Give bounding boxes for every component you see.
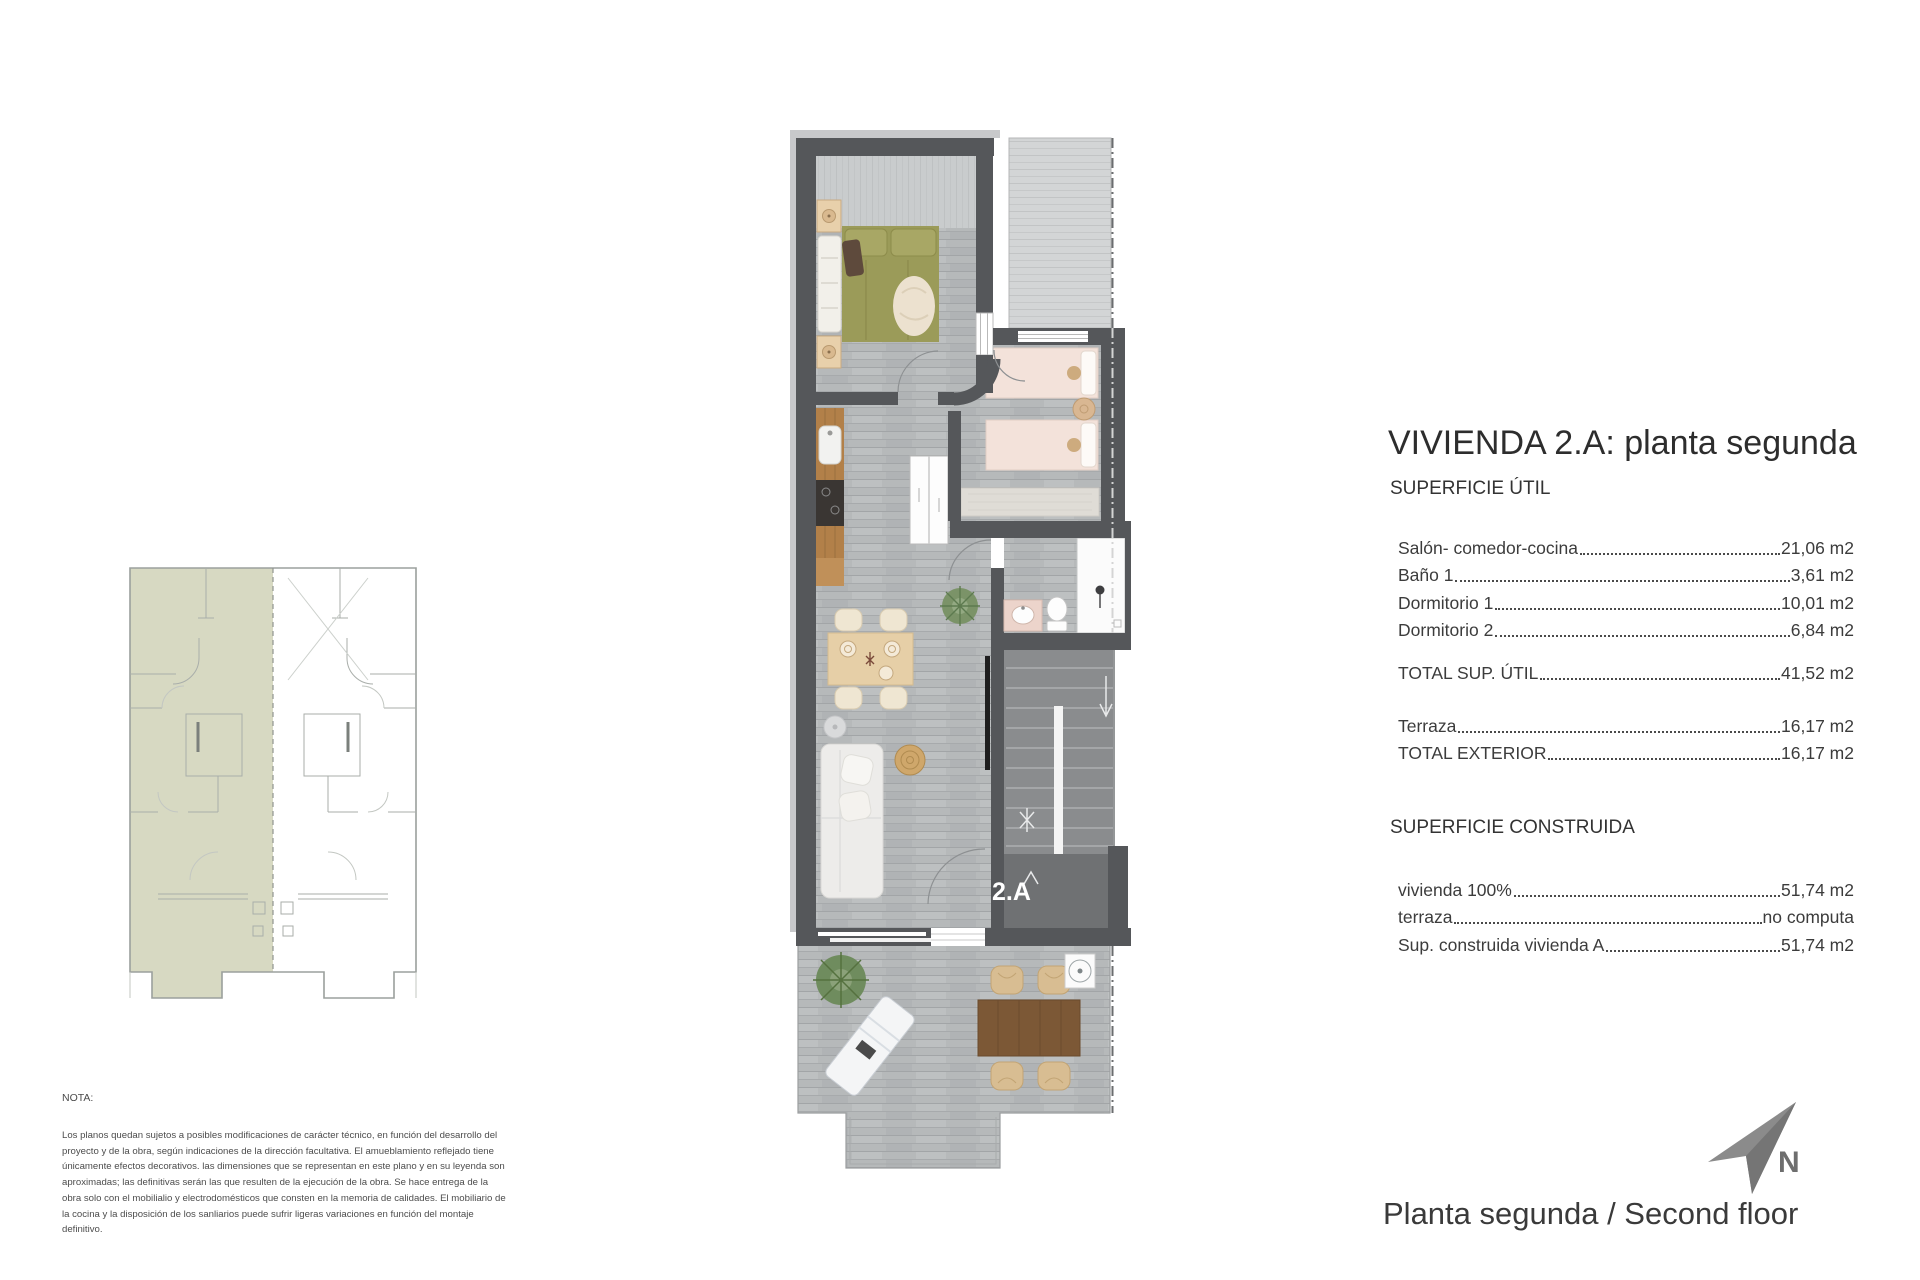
dot-leader [1514, 895, 1780, 897]
area-row-value: 16,17 m2 [1781, 715, 1854, 736]
area-row-vivienda100 [1398, 873, 1854, 901]
area-row-value: 41,52 m2 [1781, 662, 1854, 683]
dining-chair [835, 687, 862, 709]
key-plan-stair-cross [288, 578, 368, 680]
north-label: N [1778, 1146, 1800, 1179]
area-row-label: vivienda 100% [1398, 879, 1512, 900]
area-row-value: 51,74 m2 [1781, 879, 1854, 900]
main-floor-plan [788, 128, 1140, 1170]
nota-heading: NOTA: [62, 1092, 94, 1104]
dot-leader [1458, 731, 1780, 733]
area-row-salon [1398, 531, 1854, 559]
area-row-label: Terraza [1398, 715, 1457, 736]
area-row-value: 21,06 m2 [1781, 537, 1854, 558]
plant-terrace [813, 952, 869, 1008]
area-row-label: TOTAL EXTERIOR [1398, 743, 1547, 763]
throw-blanket [893, 276, 935, 336]
sofa-pillow [838, 790, 872, 823]
dot-leader [1540, 678, 1780, 680]
area-row-dormitorio1 [1398, 586, 1854, 614]
area-row-label: Sup. construida vivienda A [1398, 934, 1605, 955]
area-row-dormitorio2 [1398, 614, 1854, 642]
tv [985, 656, 990, 770]
double-bed [842, 226, 939, 342]
dining-chair [880, 609, 907, 631]
dot-leader [1606, 950, 1780, 952]
wicker-chair [991, 966, 1023, 994]
area-row-label: Salón- comedor-cocina [1398, 537, 1578, 558]
area-row-value: no computa [1762, 907, 1854, 927]
area-row-bano1 [1398, 559, 1854, 587]
window [1018, 331, 1088, 342]
unit-label: 2.A [992, 878, 1031, 906]
plant-living [940, 586, 980, 626]
stair-stringer [1054, 706, 1063, 854]
rattan-side-table [895, 745, 925, 775]
round-side-table [1073, 398, 1095, 420]
superficie-util-total [1398, 656, 1854, 684]
superficie-construida-heading: SUPERFICIE CONSTRUIDA [1390, 817, 1635, 838]
area-row-label: Dormitorio 1 [1398, 592, 1494, 613]
area-row-total-util [1398, 656, 1854, 684]
wicker-chair [991, 1062, 1023, 1090]
area-row-value: 16,17 m2 [1781, 743, 1854, 763]
superficie-exterior-rows [1398, 709, 1854, 764]
area-row-value: 10,01 m2 [1781, 592, 1854, 613]
dot-leader [1495, 608, 1780, 610]
terrace-light [1065, 954, 1095, 988]
area-row-label: TOTAL SUP. ÚTIL [1398, 662, 1539, 683]
entry-threshold [931, 930, 985, 944]
area-row-label: Baño 1 [1398, 565, 1454, 585]
cooktop [816, 480, 844, 526]
toilet [1047, 597, 1067, 631]
key-plan-highlight [130, 568, 273, 998]
sliding-door [818, 932, 926, 936]
area-row-value: 6,84 m2 [1790, 620, 1854, 640]
area-row-terraza-construida [1398, 901, 1854, 929]
dining-chair [880, 687, 907, 709]
wicker-chair [1038, 1062, 1070, 1090]
dot-leader [1495, 635, 1789, 637]
shower [1077, 538, 1125, 633]
dot-leader [1455, 580, 1789, 582]
bathroom-fixtures [1004, 597, 1067, 631]
nota-body: Los planos quedan sujetos a posibles modificaciones de carácter técnico, en función del desarrollo del proyecto y de la obra, según indicaciones de la dirección facultativa. El amueblamiento reflejado tiene únicamente efectos decorativos. las dimensiones que se representan en este plano y en su leyenda son aproximadas; las definitivas serán las que resulten de la ejecución de la obra. Se hace entrega de la obra solo con el mobilialio y electrodomésticos que consten en la memoria de calidades. El mobiliario de la cocina y la disposición de los sanliarios puede sufrir ligeras variaciones en función del montaje definitivo. [62, 1130, 506, 1236]
terrace-table [978, 1000, 1080, 1056]
superficie-util-rows [1398, 531, 1854, 641]
dining-chair [835, 609, 862, 631]
page-title: VIVIENDA 2.A: planta segunda [1388, 424, 1857, 462]
kitchen-counter [816, 408, 844, 586]
sliding-door [830, 938, 938, 942]
area-row-value: 3,61 m2 [1790, 565, 1854, 585]
area-row-label: terraza [1398, 907, 1453, 927]
upper-terrace [993, 138, 1111, 328]
area-row-value: 51,74 m2 [1781, 934, 1854, 955]
footer-caption: Planta segunda / Second floor [1383, 1196, 1799, 1231]
dot-leader [1454, 922, 1761, 924]
superficie-util-heading: SUPERFICIE ÚTIL [1390, 478, 1551, 499]
area-row-total-exterior [1398, 737, 1854, 765]
dot-leader [1580, 553, 1780, 555]
area-row-sup-construida-a [1398, 928, 1854, 956]
area-row-label: Dormitorio 2 [1398, 620, 1494, 640]
sofa-pillow [839, 753, 874, 787]
shower-head [1096, 586, 1105, 595]
area-row-terraza [1398, 709, 1854, 737]
key-plan [118, 562, 428, 1007]
sofa [821, 744, 883, 898]
window [976, 313, 993, 355]
counter-end [816, 558, 844, 586]
superficie-construida-rows [1398, 873, 1854, 956]
dot-leader [1548, 758, 1780, 760]
